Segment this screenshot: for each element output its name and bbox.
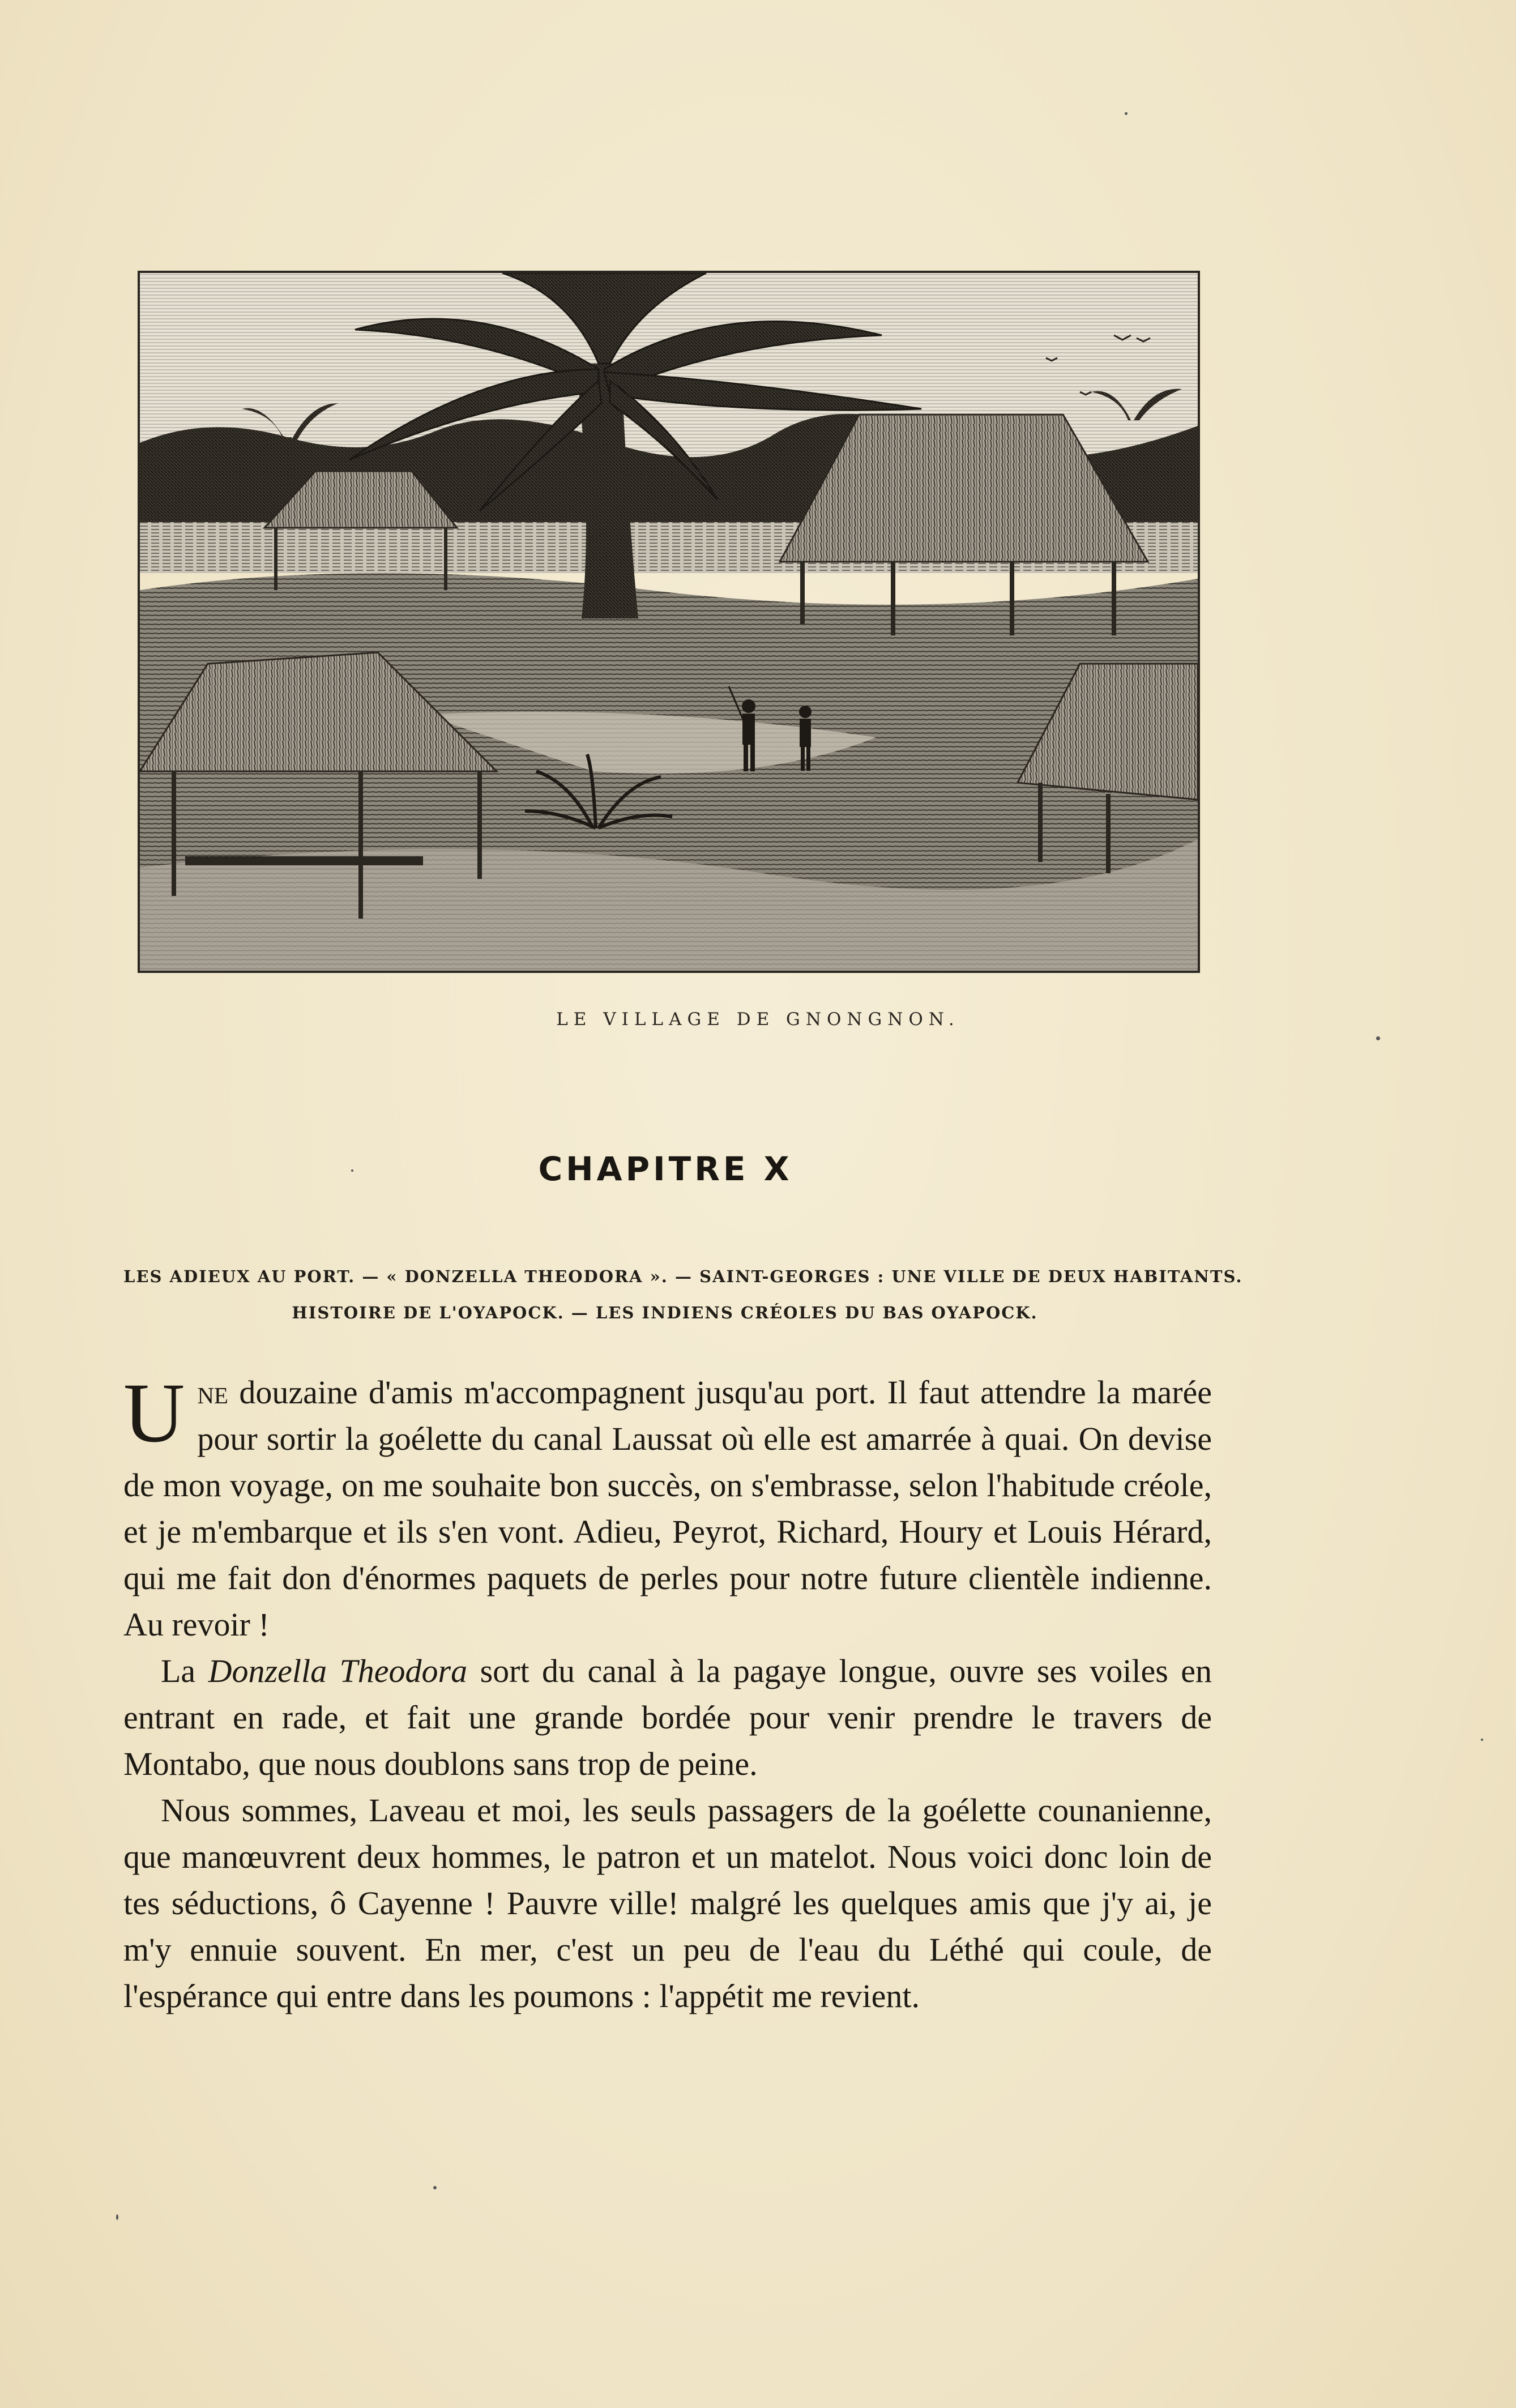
paragraph-2-text: sort du canal à la pagaye longue, ouvre ses voiles en entrant en rade, et fait une grande bordée pour venir prendre le travers de Montabo, que nous doublons sans trop de peine. — [123, 1653, 1212, 1782]
chapter-summary — [123, 1258, 1243, 1331]
paragraph-1-smallcaps: ne — [197, 1374, 228, 1411]
paragraph-1 — [123, 1366, 1212, 1648]
illustration-caption: LE VILLAGE DE GNONGNON. — [556, 1009, 960, 1030]
chapter-summary-line-2: HISTOIRE DE L'OYAPOCK. — LES INDIENS CRÉOLES DU BAS OYAPOCK. — [292, 1303, 1038, 1322]
chapter-summary-line-1: LES ADIEUX AU PORT. — « DONZELLA THEODORA ». — SAINT-GEORGES : UNE VILLE DE DEUX HABITANTS. — [123, 1267, 1243, 1286]
paragraph-3 — [123, 1787, 1212, 2020]
body-text — [123, 1366, 1212, 2020]
paragraph-3-text: Nous sommes, Laveau et moi, les seuls passagers de la goélette counanienne, que manœuvrent deux hommes, le patron et un matelot. Nous voici donc loin de tes séductions, ô Cayenne ! Pauvre ville! malgré les quelques amis que j'y ai, je m'y ennuie souvent. En mer, c'est un peu de l'eau du Léthé qui coule, de l'espérance qui entre dans les poumons : l'appétit me revient. — [123, 1792, 1212, 2014]
village-engraving — [138, 271, 1200, 973]
drop-cap: U — [123, 1366, 185, 1460]
ship-name: Donzella Theodora — [208, 1653, 468, 1689]
paragraph-1-text: douzaine d'amis m'accompagnent jusqu'au port. Il faut attendre la marée pour sortir la goélette du canal Laussat où elle est amarrée à quai. On devise de mon voyage, on me souhaite bon succès, on s'embrasse, selon l'habitude créole, et je m'embarque et ils s'en vont. Adieu, Peyrot, Richard, Houry et Louis Hérard, qui me fait don d'énormes paquets de perles pour notre future clientèle indienne. Au revoir ! — [123, 1374, 1212, 1643]
chapter-title: CHAPITRE X — [538, 1150, 793, 1188]
village-engraving-drawing — [140, 273, 1198, 971]
paragraph-2 — [123, 1648, 1212, 1787]
paragraph-2-start: La — [161, 1653, 208, 1689]
